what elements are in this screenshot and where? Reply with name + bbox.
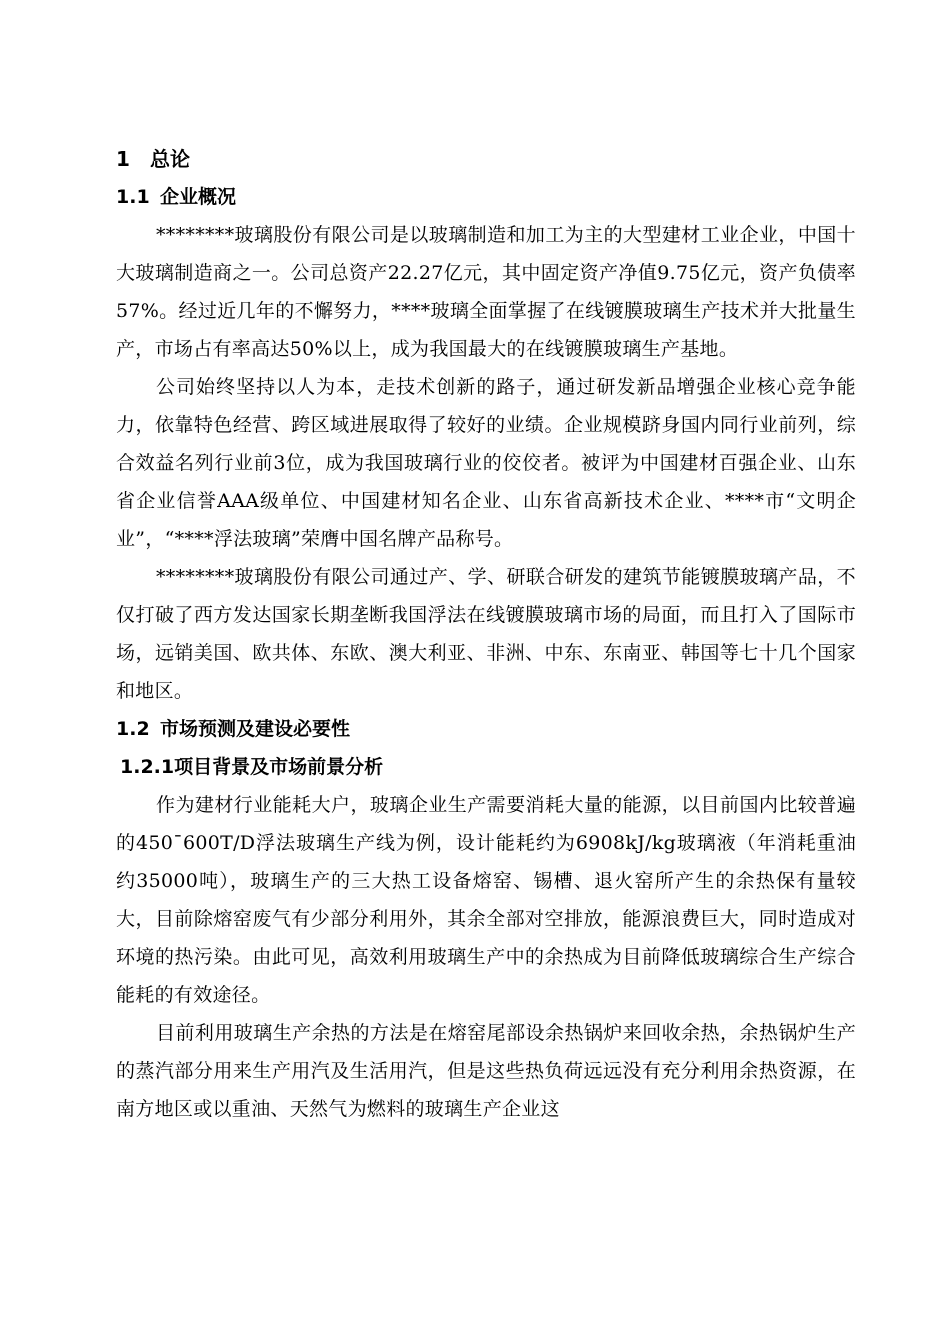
paragraph-waste-heat-method: 目前利用玻璃生产余热的方法是在熔窑尾部设余热锅炉来回收余热，余热锅炉生产的蒸汽部分用来生产用汽及生活用汽，但是这些热负荷远远没有充分利用余热资源，在南方地区或以重油、天然气为燃料的玻璃生产企业这 — [116, 1022, 856, 1120]
section-number-1-1: 1.1 — [116, 186, 150, 208]
section-heading-1-1 — [116, 178, 856, 216]
section-title-1-2: 市场预测及建设必要性 — [160, 718, 351, 740]
subsection-heading-1-2-1: 1.2.1项目背景及市场前景分析 — [120, 756, 384, 778]
section-number-1-2: 1.2 — [116, 718, 150, 740]
chapter-number: 1 — [116, 147, 130, 171]
document-body — [116, 140, 856, 1128]
paragraph-company-market: ********玻璃股份有限公司通过产、学、研联合研发的建筑节能镀膜玻璃产品，不仅打破了西方发达国家长期垄断我国浮法在线镀膜玻璃市场的局面，而且打入了国际市场，远销美国、欧共体、东欧、澳大利亚、非洲、中东、东南亚、韩国等七十几个国家和地区。 — [116, 566, 856, 702]
section-heading-1-2 — [116, 710, 856, 748]
paragraph-company-honors: 公司始终坚持以人为本，走技术创新的路子，通过研发新品增强企业核心竞争能力，依靠特色经营、跨区域进展取得了较好的业绩。企业规模跻身国内同行业前列，综合效益名列行业前3位，成为我国玻璃行业的佼佼者。被评为中国建材百强企业、山东省企业信誉AAA级单位、中国建材知名企业、山东省高新技术企业、****市“文明企业”，“****浮法玻璃”荣膺中国名牌产品称号。 — [116, 376, 856, 550]
paragraph-company-overview: ********玻璃股份有限公司是以玻璃制造和加工为主的大型建材工业企业，中国十大玻璃制造商之一。公司总资产22.27亿元，其中固定资产净值9.75亿元，资产负债率57%。经过近几年的不懈努力，****玻璃全面掌握了在线镀膜玻璃生产技术并大批量生产，市场占有率高达50%以上，成为我国最大的在线镀膜玻璃生产基地。 — [116, 224, 856, 360]
chapter-heading — [116, 140, 856, 178]
paragraph-energy-consumption: 作为建材行业能耗大户，玻璃企业生产需要消耗大量的能源，以目前国内比较普遍的450¯600T/D浮法玻璃生产线为例，设计能耗约为6908kJ/kg玻璃液（年消耗重油约35000吨），玻璃生产的三大热工设备熔窑、锡槽、退火窑所产生的余热保有量较大，目前除熔窑废气有少部分利用外，其余全部对空排放，能源浪费巨大，同时造成对环境的热污染。由此可见，高效利用玻璃生产中的余热成为目前降低玻璃综合生产综合能耗的有效途径。 — [116, 794, 856, 1006]
chapter-title: 总论 — [150, 147, 190, 171]
section-title-1-1: 企业概况 — [160, 186, 237, 208]
